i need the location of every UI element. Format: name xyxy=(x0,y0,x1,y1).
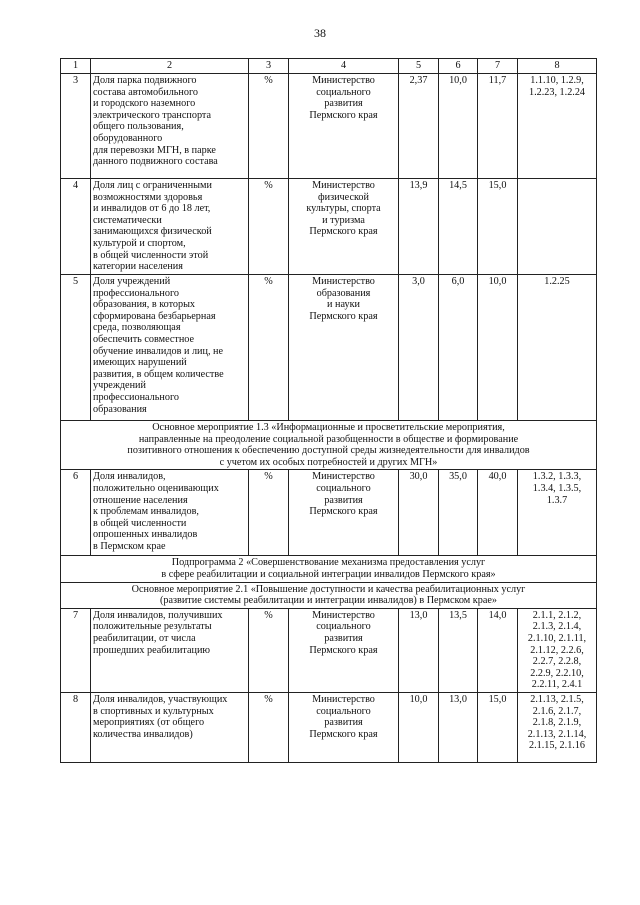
table-row xyxy=(61,275,597,421)
responsible-ministry: Министерство социального развития Пермского края xyxy=(289,74,399,179)
section-heading-row xyxy=(61,582,597,608)
measure-refs: 1.2.25 xyxy=(518,275,597,421)
value-col7: 15,0 xyxy=(478,692,518,762)
column-header: 1 xyxy=(61,59,91,74)
column-header: 7 xyxy=(478,59,518,74)
column-header: 3 xyxy=(249,59,289,74)
row-number: 3 xyxy=(61,74,91,179)
measure-refs: 2.1.1, 2.1.2, 2.1.3, 2.1.4, 2.1.10, 2.1.11, 2.1.12, 2.2.6, 2.2.7, 2.2.8, 2.2.9, 2.2.10, 2.2.11, 2.4.1 xyxy=(518,608,597,692)
row-number: 4 xyxy=(61,179,91,275)
column-header: 8 xyxy=(518,59,597,74)
page-number: 38 xyxy=(314,26,326,40)
table-row xyxy=(61,608,597,692)
column-header: 4 xyxy=(289,59,399,74)
unit-cell: % xyxy=(249,608,289,692)
unit-cell: % xyxy=(249,470,289,556)
value-col5: 13,0 xyxy=(399,608,439,692)
section-heading-row xyxy=(61,421,597,470)
table-row xyxy=(61,692,597,762)
measure-refs xyxy=(518,179,597,275)
section-heading-row xyxy=(61,556,597,582)
unit-cell: % xyxy=(249,275,289,421)
measure-refs: 2.1.13, 2.1.5, 2.1.6, 2.1.7, 2.1.8, 2.1.9, 2.1.13, 2.1.14, 2.1.15, 2.1.16 xyxy=(518,692,597,762)
value-col6: 13,5 xyxy=(439,608,478,692)
value-col6: 13,0 xyxy=(439,692,478,762)
value-col5: 30,0 xyxy=(399,470,439,556)
row-number: 8 xyxy=(61,692,91,762)
indicator-name: Доля учреждений профессионального образования, в которых сформирована безбарьерная среда, позволяющая обеспечить совместное обучение инвалидов и лиц, не имеющих нарушений развития, в общем количестве учреждений профессионального образования xyxy=(91,275,249,421)
section-heading: Подпрограмма 2 «Совершенствование механизма предоставления услуг в сфере реабилитации и социальной интеграции инвалидов Пермского края» xyxy=(61,556,597,582)
column-header: 5 xyxy=(399,59,439,74)
row-number: 6 xyxy=(61,470,91,556)
value-col5: 10,0 xyxy=(399,692,439,762)
row-number: 7 xyxy=(61,608,91,692)
value-col6: 35,0 xyxy=(439,470,478,556)
indicators-table xyxy=(60,58,597,763)
value-col5: 3,0 xyxy=(399,275,439,421)
value-col7: 14,0 xyxy=(478,608,518,692)
unit-cell: % xyxy=(249,74,289,179)
table-row xyxy=(61,74,597,179)
measure-refs: 1.1.10, 1.2.9, 1.2.23, 1.2.24 xyxy=(518,74,597,179)
value-col7: 11,7 xyxy=(478,74,518,179)
indicator-name: Доля парка подвижного состава автомобильного и городского наземного электрического транспорта общего пользования, оборудованного для перевозки МГН, в парке данного подвижного состава xyxy=(91,74,249,179)
column-header: 2 xyxy=(91,59,249,74)
value-col7: 40,0 xyxy=(478,470,518,556)
table-row xyxy=(61,470,597,556)
table-row xyxy=(61,179,597,275)
indicator-name: Доля инвалидов, положительно оценивающих отношение населения к проблемам инвалидов, в общей численности опрошенных инвалидов в Пермском крае xyxy=(91,470,249,556)
responsible-ministry: Министерство физической культуры, спорта и туризма Пермского края xyxy=(289,179,399,275)
value-col7: 10,0 xyxy=(478,275,518,421)
value-col6: 6,0 xyxy=(439,275,478,421)
responsible-ministry: Министерство социального развития Пермского края xyxy=(289,608,399,692)
indicator-name: Доля лиц с ограниченными возможностями здоровья и инвалидов от 6 до 18 лет, систематически занимающихся физической культурой и спортом, в общей численности этой категории населения xyxy=(91,179,249,275)
responsible-ministry: Министерство образования и науки Пермского края xyxy=(289,275,399,421)
column-header: 6 xyxy=(439,59,478,74)
indicator-name: Доля инвалидов, участвующих в спортивных и культурных мероприятиях (от общего количества инвалидов) xyxy=(91,692,249,762)
unit-cell: % xyxy=(249,692,289,762)
value-col6: 10,0 xyxy=(439,74,478,179)
indicator-name: Доля инвалидов, получивших положительные результаты реабилитации, от числа прошедших реабилитацию xyxy=(91,608,249,692)
section-heading: Основное мероприятие 1.3 «Информационные и просветительские мероприятия, направленные на преодоление социальной разобщенности в обществе и формирование позитивного отношения к обеспечению доступной среды жизнедеятельности для инвалидов с учетом их особых потребностей и других МГН» xyxy=(61,421,597,470)
unit-cell: % xyxy=(249,179,289,275)
header-row xyxy=(61,59,597,74)
responsible-ministry: Министерство социального развития Пермского края xyxy=(289,470,399,556)
measure-refs: 1.3.2, 1.3.3, 1.3.4, 1.3.5, 1.3.7 xyxy=(518,470,597,556)
value-col5: 13,9 xyxy=(399,179,439,275)
row-number: 5 xyxy=(61,275,91,421)
value-col7: 15,0 xyxy=(478,179,518,275)
section-heading: Основное мероприятие 2.1 «Повышение доступности и качества реабилитационных услуг (развитие системы реабилитации и интеграции инвалидов) в Пермском крае» xyxy=(61,582,597,608)
value-col6: 14,5 xyxy=(439,179,478,275)
responsible-ministry: Министерство социального развития Пермского края xyxy=(289,692,399,762)
value-col5: 2,37 xyxy=(399,74,439,179)
